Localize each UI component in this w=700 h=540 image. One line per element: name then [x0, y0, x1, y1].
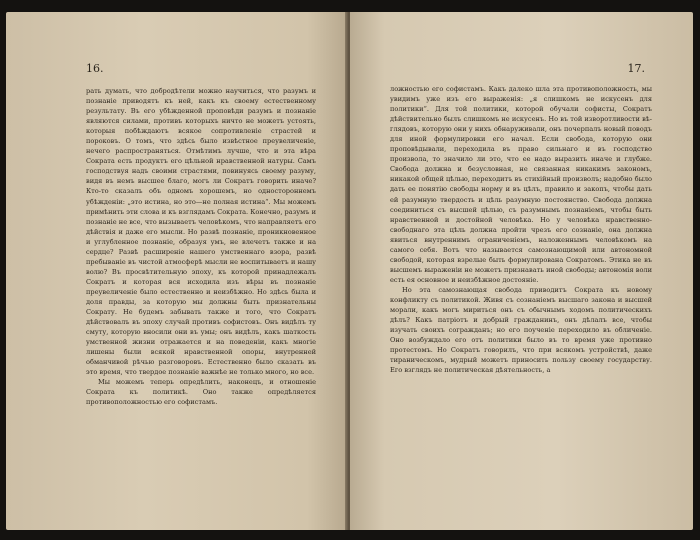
left-page-text	[86, 86, 316, 408]
right-page	[350, 12, 693, 530]
left-paragraph-2: Мы можемъ теперь опредѣлить, наконецъ, и отношеніе Сократа къ политикѣ. Оно также опредѣляется противоположностью его софистамъ.	[86, 378, 316, 407]
right-page-number: 17.	[627, 62, 645, 75]
left-page-number: 16.	[86, 62, 104, 75]
left-page	[6, 12, 348, 530]
right-paragraph-2: Но эта самознающая свобода приводитъ Сократа къ новому конфликту съ политикой. Живя съ сознаніемъ высшаго закона и высшей морали, какъ могъ мириться онъ съ обычнымъ ходомъ политическихъ дѣлъ? Какъ патріотъ и добрый гражданинъ, онъ дѣлалъ все, чтобы изучать своихъ согражданъ; но его поученіе переходило въ обличеніе. Оно возбуждало его отъ политики было въ то время уже противно протестомъ. Но Сократъ говорилъ, что при всякомъ устройствѣ, даже тираническомъ, мудрый можетъ приносить пользу своему государству. Его взглядъ не политическая дѣятельность, а	[390, 285, 652, 375]
left-paragraph-1: рать думать, что добродѣтели можно научиться, что разумъ и познаніе приводятъ къ ней, какъ къ своему естественному результату. Въ его убѣжденной проповѣди разумъ и познаніе являются силами, противъ которыхъ ничто не можетъ устоять, которыя побѣждаютъ всякое сопротивленіе страстей и пороковъ. О томъ, что здѣсь было извѣстное преувеличеніе, нечего распространяться. Отмѣтимъ лучше, что и эта вѣра Сократа есть продуктъ его цѣльной нравственной натуры. Самъ господствуя надъ своими страстями, повинуясь своему разуму, видя въ немъ высшее благо, могъ ли Сократъ говорить иначе? Кто-то сказалъ объ одномъ хорошемъ, но одностороннемъ убѣжденіи: „это истина, но это—не полная истина“. Мы можемъ примѣнить эти слова и къ взглядамъ Сократа. Конечно, разумъ и познаніе не все, что вызываетъ человѣкомъ, что направляетъ его дѣйствія и даже его мысли. Но развѣ познаніе, проникновенное и углубленное познаніе, образуя умъ, не влечетъ также и на сердце? Развѣ расширеніе нашего умственнаго взора, развѣ пребываніе въ чистой атмосферѣ мысли не воспитываетъ и нашу волю? Въ просвѣтительную эпоху, къ которой принадлежалъ Сократъ и которая вся исходила изъ вѣры въ познаніе преувеличеніе было естественно и неизбѣжно. Но здѣсь была и доля правды, за которую мы должны быть признательны Сократу. Не будемъ забывать также и того, что Сократъ дѣйствовалъ въ эпоху случай противъ софистовъ. Онъ видѣлъ ту смуту, которую вносили они въ умы; онъ видѣлъ, какъ шаткость умственной жизни отражается и на поведеніи, какъ многіе лишены были всякой нравственной опоры, внутренней обманчивой рѣчью разговоровъ. Естественно было сказать въ это время, что твердое познаніе важнѣе не только много, но все.	[86, 87, 316, 377]
right-paragraph-1: ложностью его софистамъ. Какъ далеко шла эта противоположность, мы увидимъ уже изъ его выраженія: „я слишкомъ не искусенъ для политики“. Для той политики, которой обучали софисты, Сократъ дѣйствительно былъ слишкомъ не искусенъ. Но въ той изворотливости вѣглядовъ, которую они у нихъ обнаруживали, онъ почерпалъ новый поводъ для иной формулировки его начал. Если свобода, которую они проповѣдывали, переходила въ право сильнаго и въ господство произвола, то значило ли это, что ее надо выразить иначе и глубже. Свобода должна и безусловная, не связанная никакимъ закономъ, никакой общей цѣлью, переходитъ въ стихійный произволъ; надобно было дать ее понятію свободы норму и въ цѣлъ, правило и закопъ, чтобы дать ей разумную твердость и цѣль разумную постоянство. Свобода должна соединиться съ высшей цѣлью, съ разумнымъ познаніемъ, чтобы быть нравственной и достойной человѣка. Но у человѣка нравственно-свободнаго эта цѣль должна пройти чрезъ его сознаніе, она должна явиться внутреннимъ ограниченіемъ, наложеннымъ человѣкомъ на самого себя. Вотъ что называется самознающимой или автономной свободой, которая взрелые быть формулирована Сократомъ. Этика не въ высшемъ выраженіи не можетъ признавать иной свободы; автономія воли есть ея основное и неизбѣжное достояніе.	[390, 85, 652, 284]
right-page-text	[390, 84, 652, 375]
